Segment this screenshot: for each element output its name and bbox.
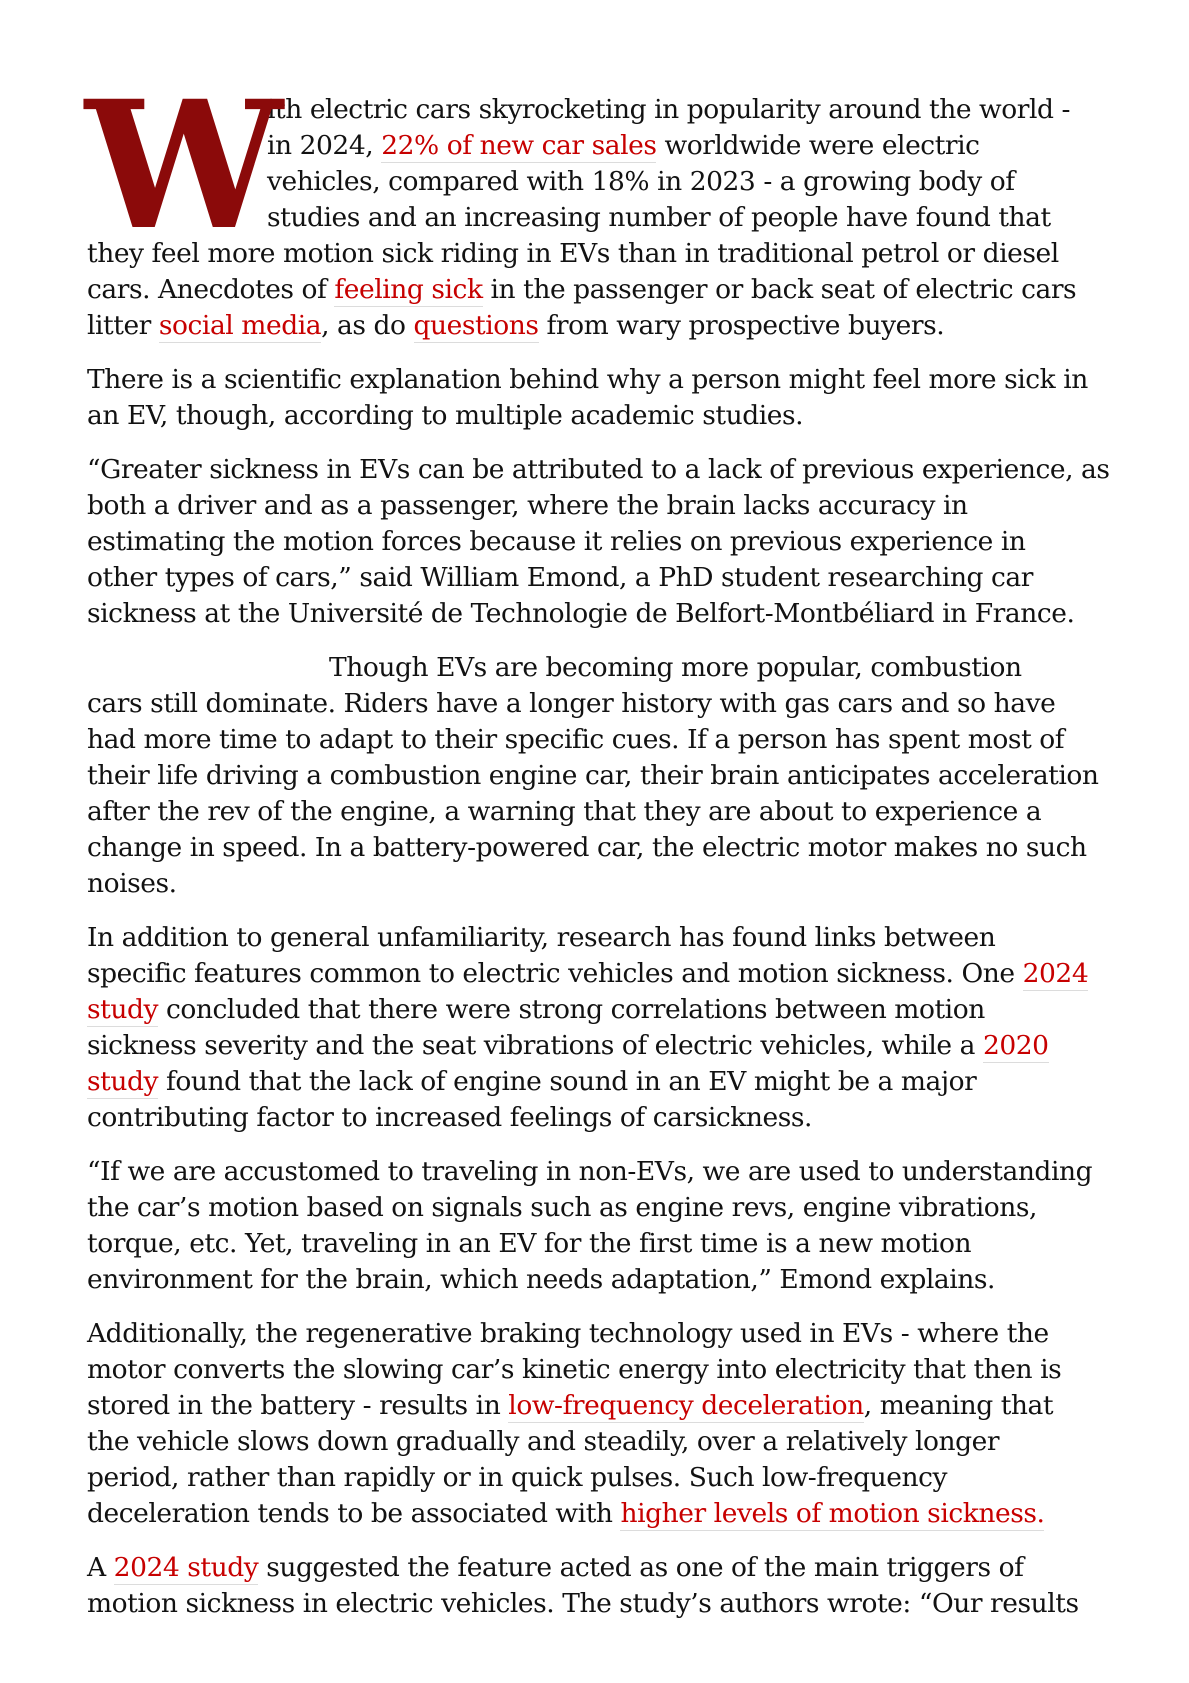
text-line: the car’s motion based on signals such as engine revs, engine vibrations, (87, 1192, 1038, 1223)
link-2024-study-a[interactable]: 2024 (1022, 958, 1089, 989)
text-line: Though EVs are becoming more popular, combustion (329, 652, 1022, 683)
text-line: sickness at the Université de Technologie de Belfort-Montbéliard in France. (87, 598, 1075, 629)
link-car-sales[interactable]: 22% of new car sales (381, 130, 657, 161)
text-line: environment for the brain, which needs adaptation,” Emond explains. (87, 1264, 995, 1295)
text-line: study found that the lack of engine sound in an EV might be a major (87, 1066, 977, 1097)
text-line: ith electric cars skyrocketing in popularity around the world - (267, 94, 1071, 125)
link-2020-study-b[interactable]: study (87, 1066, 159, 1097)
text-line: stored in the battery - results in low-frequency deceleration, meaning that (87, 1390, 1054, 1421)
paragraph (87, 1316, 1087, 1532)
link-2024-study-c[interactable]: 2024 study (113, 1552, 259, 1583)
text-line: “Greater sickness in EVs can be attributed to a lack of previous experience, as (87, 454, 1110, 485)
text-line: studies and an increasing number of people have found that (267, 202, 1051, 233)
paragraph (87, 650, 1099, 902)
paragraph (87, 1550, 1087, 1622)
text-line: motion sickness in electric vehicles. The study’s authors wrote: “Our results (87, 1588, 1079, 1619)
link-2024-study-b[interactable]: study (87, 994, 159, 1025)
text-line: their life driving a combustion engine car, their brain anticipates acceleration (87, 760, 1099, 791)
text-line: period, rather than rapidly or in quick pulses. Such low-frequency (87, 1462, 948, 1493)
text-line: after the rev of the engine, a warning that they are about to experience a (87, 796, 1042, 827)
text-line: both a driver and as a passenger, where the brain lacks accuracy in (87, 490, 968, 521)
paragraph (87, 362, 1087, 434)
text-line: torque, etc. Yet, traveling in an EV for the first time is a new motion (87, 1228, 972, 1259)
text-line: they feel more motion sick riding in EVs than in traditional petrol or diesel (87, 238, 1059, 269)
link-feeling-sick[interactable]: feeling sick (334, 274, 483, 305)
link-social-media[interactable]: social media (158, 310, 322, 341)
text-line: sickness severity and the seat vibrations of electric vehicles, while a 2020 (87, 1030, 1049, 1061)
text-line: litter social media, as do questions from wary prospective buyers. (87, 310, 945, 341)
text-line: cars. Anecdotes of feeling sick in the passenger or back seat of electric cars (87, 274, 1077, 305)
text-line: noises. (87, 868, 177, 899)
text-line: motor converts the slowing car’s kinetic energy into electricity that then is (87, 1354, 1062, 1385)
text-line: the vehicle slows down gradually and steadily, over a relatively longer (87, 1426, 1000, 1457)
paragraph (87, 920, 1087, 1136)
text-line: change in speed. In a battery-powered car, the electric motor makes no such (87, 832, 1087, 863)
text-line: estimating the motion forces because it relies on previous experience in (87, 526, 1026, 557)
text-line: There is a scientific explanation behind why a person might feel more sick in (87, 364, 1088, 395)
link-higher-levels[interactable]: higher levels of motion sickness. (620, 1498, 1045, 1529)
text-line: deceleration tends to be associated with higher levels of motion sickness. (87, 1498, 1045, 1529)
text-line: had more time to adapt to their specific cues. If a person has spent most of (87, 724, 1065, 755)
text-line: in 2024, 22% of new car sales worldwide were electric (267, 130, 980, 161)
text-line: vehicles, compared with 18% in 2023 - a growing body of (267, 166, 1015, 197)
text-line: an EV, though, according to multiple academic studies. (87, 400, 804, 431)
link-2020-study-a[interactable]: 2020 (982, 1030, 1049, 1061)
text-line: Additionally, the regenerative braking technology used in EVs - where the (87, 1318, 1049, 1349)
article-body (85, 62, 1110, 1640)
text-line: “If we are accustomed to traveling in non-EVs, we are used to understanding (87, 1156, 1093, 1187)
text-line: other types of cars,” said William Emond, a PhD student researching car (87, 562, 1034, 593)
text-line: A 2024 study suggested the feature acted as one of the main triggers of (87, 1552, 1024, 1583)
drop-cap: W (85, 62, 277, 269)
text-line: study concluded that there were strong correlations between motion (87, 994, 985, 1025)
paragraph-intro (85, 62, 1087, 344)
link-low-frequency-deceleration[interactable]: low-frequency deceleration (508, 1390, 864, 1421)
text-line: contributing factor to increased feelings of carsickness. (87, 1102, 813, 1133)
paragraph-quote (87, 452, 1110, 632)
text-line: In addition to general unfamiliarity, research has found links between (87, 922, 996, 953)
paragraph-quote (87, 1154, 1093, 1298)
text-line: specific features common to electric vehicles and motion sickness. One 2024 (87, 958, 1089, 989)
text-line: cars still dominate. Riders have a longer history with gas cars and so have (87, 688, 1056, 719)
link-questions[interactable]: questions (413, 310, 539, 341)
